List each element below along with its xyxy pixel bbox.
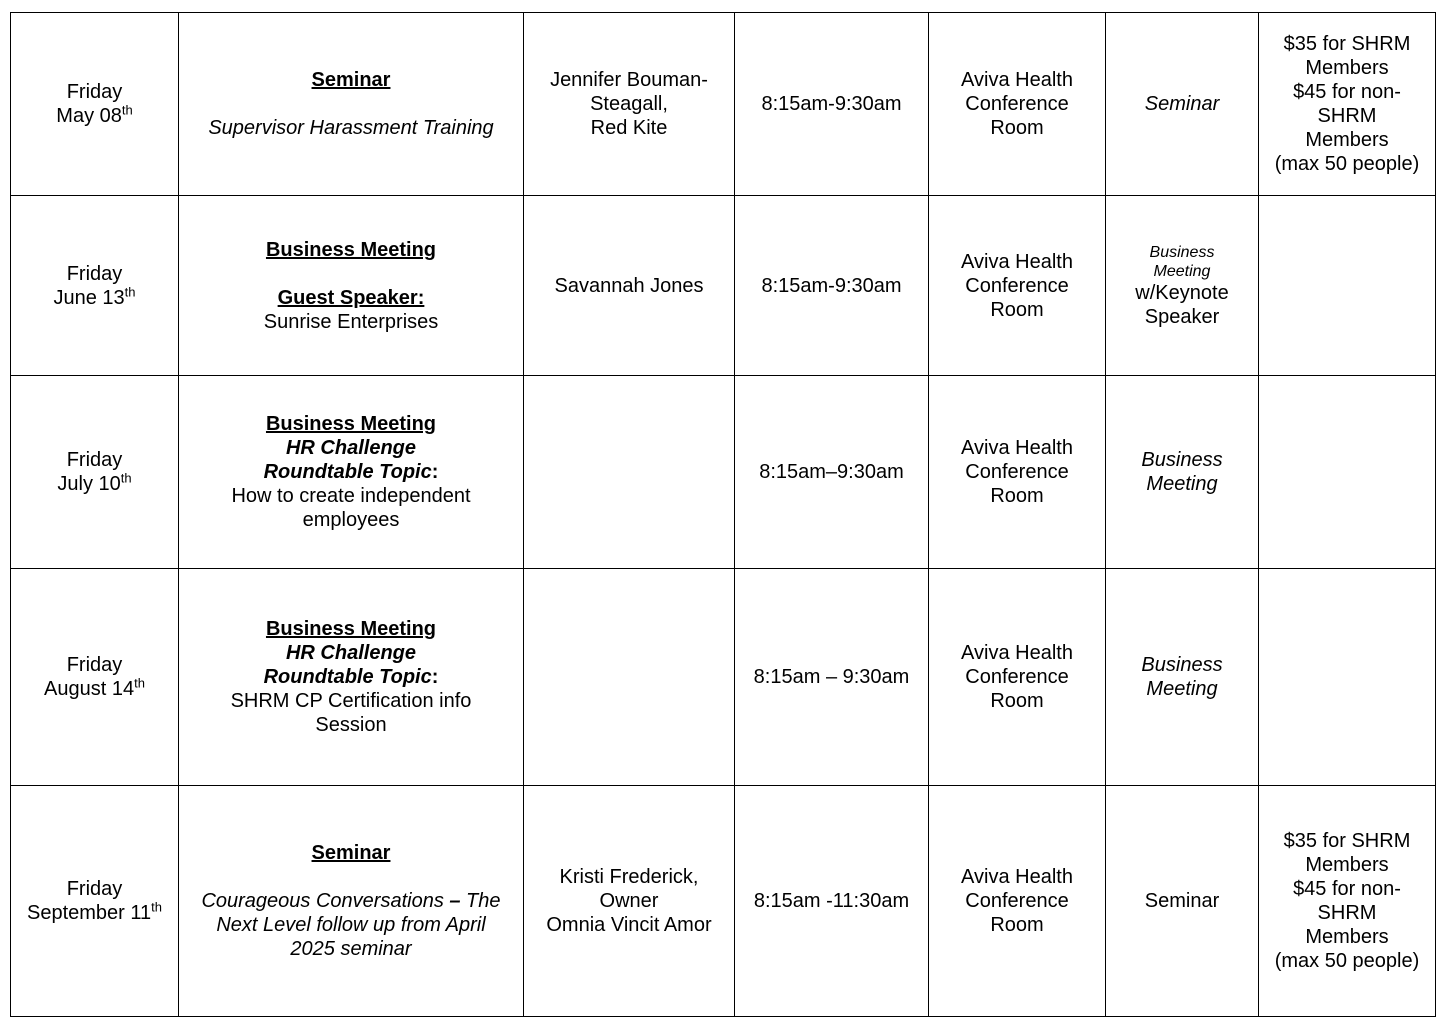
speaker-cell bbox=[524, 376, 735, 569]
speaker-cell: Savannah Jones bbox=[524, 196, 735, 376]
cost-cell: $35 for SHRM Members $45 for non- SHRM Members (max 50 people) bbox=[1259, 786, 1436, 1017]
cost-cell bbox=[1259, 569, 1436, 786]
time-cell: 8:15am – 9:30am bbox=[735, 569, 929, 786]
table-row bbox=[11, 13, 1436, 196]
location-cell: Aviva Health Conference Room bbox=[929, 786, 1106, 1017]
event-cell: Business Meeting HR Challenge Roundtable Topic: How to create independent employees bbox=[179, 376, 524, 569]
type-cell: Seminar bbox=[1106, 13, 1259, 196]
roundtable-label: Roundtable Topic bbox=[263, 666, 432, 688]
event-cell: Business Meeting HR Challenge Roundtable Topic: SHRM CP Certification info Session bbox=[179, 569, 524, 786]
roundtable-label: Roundtable Topic bbox=[263, 461, 432, 483]
hr-challenge-label: HR Challenge bbox=[285, 437, 417, 459]
location-cell: Aviva Health Conference Room bbox=[929, 196, 1106, 376]
cost-cell bbox=[1259, 196, 1436, 376]
date-cell: Friday September 11th bbox=[11, 786, 179, 1017]
guest-speaker-name: Sunrise Enterprises bbox=[263, 310, 439, 333]
type-cell: Business Meeting bbox=[1106, 569, 1259, 786]
type-cell: Business Meeting bbox=[1106, 376, 1259, 569]
speaker-cell: Kristi Frederick, Owner Omnia Vincit Amor bbox=[524, 786, 735, 1017]
event-cell bbox=[179, 196, 524, 376]
event-title: Seminar bbox=[311, 842, 391, 864]
location-cell: Aviva Health Conference Room bbox=[929, 376, 1106, 569]
event-topic: Supervisor Harassment Training bbox=[208, 117, 494, 139]
location-cell: Aviva Health Conference Room bbox=[929, 13, 1106, 196]
event-title: Business Meeting bbox=[265, 618, 437, 640]
type-cell: Seminar bbox=[1106, 786, 1259, 1017]
date-cell: Friday June 13th bbox=[11, 196, 179, 376]
type-cell: Business Meeting w/Keynote Speaker bbox=[1106, 196, 1259, 376]
table-row bbox=[11, 786, 1436, 1017]
speaker-cell: Jennifer Bouman- Steagall, Red Kite bbox=[524, 13, 735, 196]
event-title: Business Meeting bbox=[265, 413, 437, 435]
event-title: Seminar bbox=[311, 69, 391, 91]
hr-challenge-label: HR Challenge bbox=[285, 642, 417, 664]
event-schedule-table bbox=[10, 12, 1436, 1017]
event-title: Business Meeting bbox=[265, 238, 437, 261]
date-cell: Friday July 10th bbox=[11, 376, 179, 569]
event-cell: Seminar Courageous Conversations – The Next Level follow up from April 2025 seminar bbox=[179, 786, 524, 1017]
table-row bbox=[11, 196, 1436, 376]
date-cell: Friday August 14th bbox=[11, 569, 179, 786]
date-cell: Friday May 08th bbox=[11, 13, 179, 196]
cost-cell bbox=[1259, 376, 1436, 569]
time-cell: 8:15am-9:30am bbox=[735, 13, 929, 196]
time-cell: 8:15am -11:30am bbox=[735, 786, 929, 1017]
guest-speaker-label: Guest Speaker: bbox=[277, 286, 425, 309]
table-row bbox=[11, 376, 1436, 569]
time-cell: 8:15am–9:30am bbox=[735, 376, 929, 569]
location-cell: Aviva Health Conference Room bbox=[929, 569, 1106, 786]
cost-cell: $35 for SHRM Members $45 for non- SHRM Members (max 50 people) bbox=[1259, 13, 1436, 196]
event-cell bbox=[179, 13, 524, 196]
speaker-cell bbox=[524, 569, 735, 786]
table-row bbox=[11, 569, 1436, 786]
time-cell: 8:15am-9:30am bbox=[735, 196, 929, 376]
